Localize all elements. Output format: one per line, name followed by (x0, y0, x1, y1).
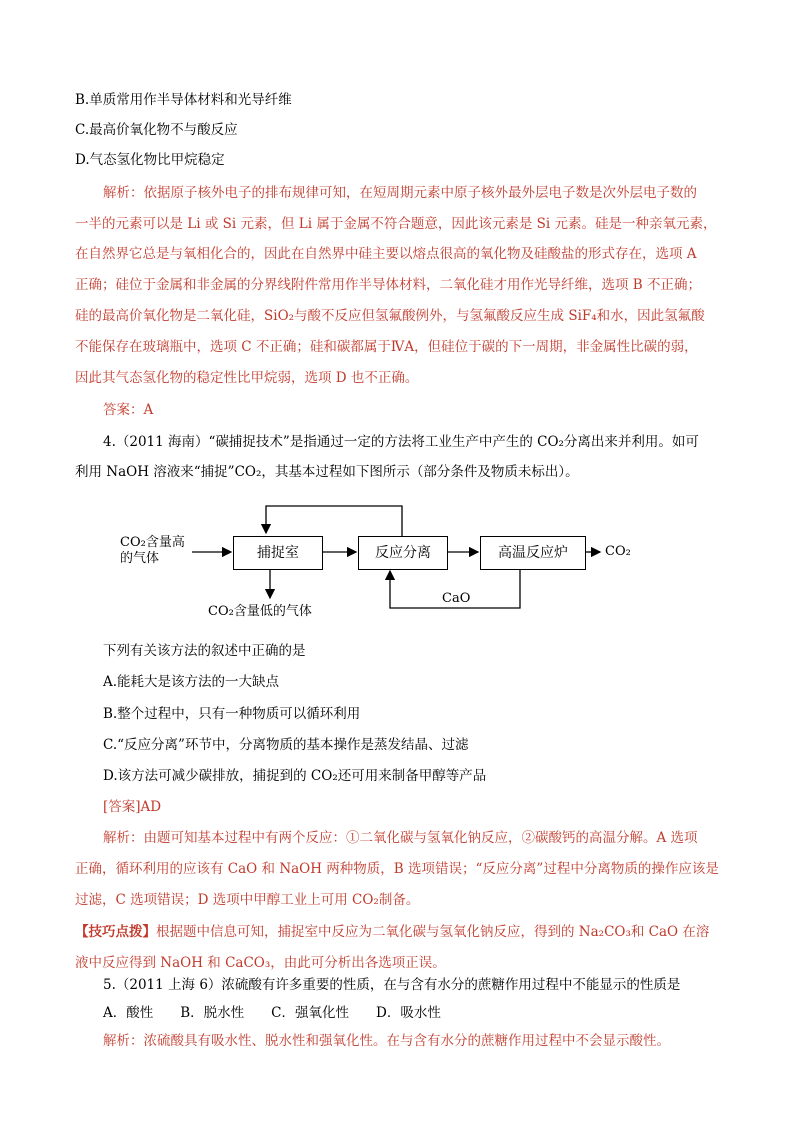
q4-stem-line: 4.（2011 海南）“碳捕捉技术”是指通过一定的方法将工业生产中产生的 CO₂分离出来并利用。如可 (103, 434, 699, 450)
q3-analysis-line: 硅的最高价氧化物是二氧化硅，SiO₂与酸不反应但氢氟酸例外，与氢氟酸反应生成 SiF₄和水，因此氢氟酸 (75, 308, 705, 324)
q4-tip-line: 液中反应得到 NaOH 和 CaCO₃，由此可分析出各选项正误。 (75, 955, 446, 971)
tip-label: 【技巧点拨】 (75, 924, 156, 940)
q3-analysis-line: 不能保存在玻璃瓶中，选项 C 不正确；硅和碳都属于ⅣA，但硅位于碳的下一周期，非金属性比碳的弱， (75, 339, 698, 355)
high-temp-furnace-box: 高温反应炉 (480, 536, 586, 570)
cao-label: CaO (442, 591, 471, 606)
q4-question: 下列有关该方法的叙述中正确的是 (103, 643, 306, 659)
q4-analysis-line: 过滤，C 选项错误；D 选项中甲醇工业上可用 CO₂制备。 (75, 892, 420, 908)
q3-option-d: D.气态氢化物比甲烷稳定 (75, 152, 225, 168)
q4-analysis-line: 解析：由题可知基本过程中有两个反应：①二氧化碳与氢氧化钠反应，②碳酸钙的高温分解。A 选项 (103, 830, 698, 846)
q5-analysis: 解析：浓硫酸具有吸水性、脱水性和强氧化性。在与含有水分的蔗糖作用过程中不会显示酸性。 (103, 1033, 670, 1049)
q3-answer: 答案：A (103, 402, 154, 418)
q5-options: A．酸性 B．脱水性 C．强氧化性 D．吸水性 (103, 1005, 441, 1021)
q4-option-b: B.整个过程中，只有一种物质可以循环利用 (103, 706, 361, 722)
q4-answer: [答案]AD (103, 799, 162, 815)
q3-analysis-line: 在自然界它总是与氧相化合的，因此在自然界中硅主要以熔点很高的氧化物及硅酸盐的形式存在，选项 A (75, 246, 697, 262)
tip-text: 根据题中信息可知，捕捉室中反应为二氧化碳与氢氧化钠反应，得到的 Na₂CO₃和 CaO 在溶 (156, 924, 710, 940)
q4-option-a: A.能耗大是该方法的一大缺点 (103, 674, 280, 690)
low-co2-gas-label: CO₂含量低的气体 (208, 604, 312, 619)
q3-option-b: B.单质常用作半导体材料和光导纤维 (75, 92, 292, 108)
input-gas-label: 的气体 (120, 551, 160, 566)
q3-option-c: C.最高价氧化物不与酸反应 (75, 122, 238, 138)
reaction-separation-box: 反应分离 (358, 536, 448, 570)
q3-analysis-line: 一半的元素可以是 Li 或 Si 元素，但 Li 属于金属不符合题意，因此该元素是 Si 元素。硅是一种亲氧元素， (75, 216, 717, 232)
q5-stem: 5.（2011 上海 6）浓硫酸有许多重要的性质，在与含有水分的蔗糖作用过程中不能显示的性质是 (103, 977, 681, 993)
q4-tip-line (75, 922, 709, 942)
q3-analysis-line: 解析：依据原子核外电子的排布规律可知，在短周期元素中原子核外最外层电子数是次外层电子数的 (103, 185, 697, 201)
q4-option-c: C.“反应分离”环节中，分离物质的基本操作是蒸发结晶、过滤 (103, 737, 469, 753)
process-diagram (100, 500, 660, 630)
q3-analysis-line: 因此其气态氢化物的稳定性比甲烷弱，选项 D 也不正确。 (75, 370, 419, 386)
q4-stem-line: 利用 NaOH 溶液来“捕捉”CO₂，其基本过程如下图所示（部分条件及物质未标出）。 (75, 464, 579, 480)
q4-option-d: D.该方法可减少碳排放，捕捉到的 CO₂还可用来制备甲醇等产品 (103, 768, 487, 784)
input-gas-label: CO₂含量高 (120, 535, 185, 550)
q3-analysis-line: 正确；硅位于金属和非金属的分界线附件常用作半导体材料，二氧化硅才用作光导纤维，选项 B 不正确； (75, 277, 702, 293)
q4-analysis-line: 正确，循环利用的应该有 CaO 和 NaOH 两种物质，B 选项错误；“反应分离”过程中分离物质的操作应该是 (75, 861, 719, 877)
capture-chamber-box: 捕捉室 (233, 536, 323, 570)
output-co2-label: CO₂ (605, 544, 631, 559)
